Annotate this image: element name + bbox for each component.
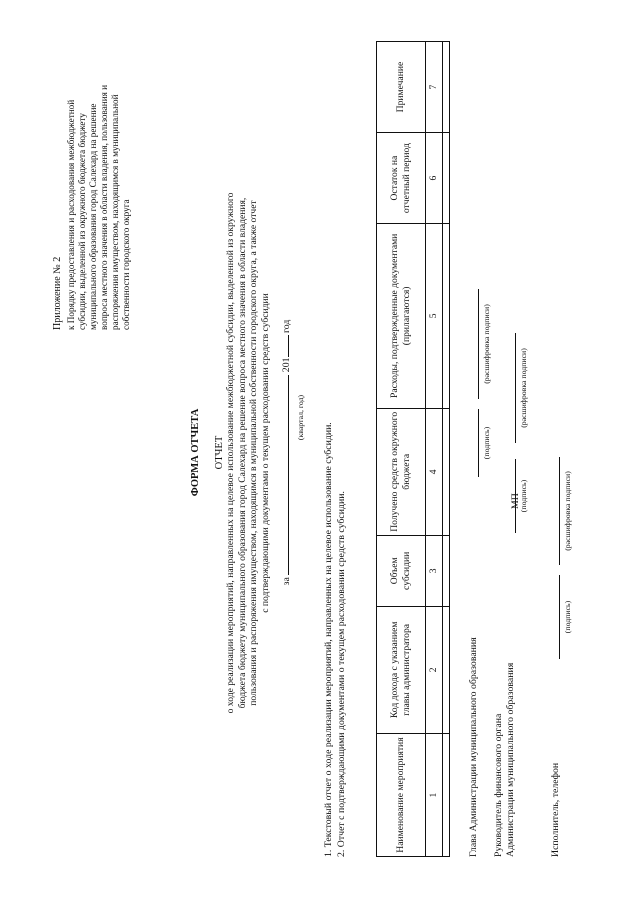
signature-finance-label: Руководитель финансового органа (493, 713, 504, 857)
column-number: 5 (426, 224, 443, 408)
table-cell[interactable] (443, 224, 450, 408)
period-blank[interactable] (279, 375, 289, 575)
decoding-hint: (расшифровка подписи) (519, 348, 528, 428)
table-cell[interactable] (443, 536, 450, 607)
decoding-line[interactable] (515, 333, 516, 443)
appendix-line: муниципального образования город Салехард на решение (88, 103, 99, 330)
column-number: 1 (426, 734, 443, 857)
note-item: 1. Текстовый отчет о ходе реализации мероприятий, направленных на целевое использование субсидии. (323, 422, 334, 857)
table-row (443, 42, 450, 857)
signature-hint: (подпись) (519, 479, 528, 513)
column-header: Расходы, подтвержденные документами (прилагаются) (377, 224, 426, 408)
table-cell[interactable] (443, 734, 450, 857)
column-header: Получено средств окружного бюджета (377, 408, 426, 535)
signature-hint: (подпись) (482, 426, 491, 460)
column-header: Наименование мероприятия (377, 734, 426, 857)
table-cell[interactable] (443, 133, 450, 224)
appendix-line: вопроса местного значения в области владения, пользования и (99, 84, 110, 330)
decoding-hint: (расшифровка подписи) (563, 471, 572, 551)
column-number: 6 (426, 133, 443, 224)
column-number: 4 (426, 408, 443, 535)
appendix-line: субсидии, выделенной из окружного бюджета бюджету (77, 113, 88, 330)
table-cell[interactable] (443, 42, 450, 133)
period-hint: (квартал, год) (296, 394, 305, 441)
period-suffix: год (281, 319, 292, 334)
signature-head-label: Глава Администрации муниципального образования (468, 637, 479, 857)
stamp-placeholder: МП (510, 493, 521, 509)
decoding-hint: (расшифровка подписи) (482, 304, 491, 384)
column-header: Остаток на отчетный период (377, 133, 426, 224)
column-header: Примечание (377, 42, 426, 133)
notes-list (323, 157, 349, 857)
signature-finance-label-2: Администрации муниципального образования (505, 662, 516, 857)
report-table (376, 41, 450, 857)
table-cell[interactable] (443, 408, 450, 535)
appendix-line: к Порядку предоставления и расходования межбюджетной (66, 99, 76, 330)
period-year-prefix: 201 (281, 357, 292, 373)
column-header: Код дохода с указанием главы администратора (377, 606, 426, 733)
report-description-line: о ходе реализации мероприятий, направленных на целевое использование межбюджетной субсидии, выделенной из окружного (225, 192, 236, 714)
column-header: Объем субсидии (377, 536, 426, 607)
period-line (279, 0, 293, 905)
signature-hint: (подпись) (563, 600, 572, 634)
year-blank[interactable] (279, 336, 289, 358)
signature-line[interactable] (559, 575, 560, 659)
decoding-line[interactable] (559, 457, 560, 565)
column-number: 2 (426, 606, 443, 733)
table-number-row (426, 42, 443, 857)
signature-executor-label: Исполнитель, телефон (550, 762, 561, 857)
report-description-line: с подтверждающими документами о текущем расходовании средств субсидии (260, 293, 272, 613)
column-number: 3 (426, 536, 443, 607)
report-description-line: пользования и распоряжения имуществом, находящимся в муниципальной собственности городского округа, а также отчет (248, 200, 260, 706)
appendix-text (66, 30, 132, 330)
appendix-line: распоряжения имуществом, находящимся в муниципальной (110, 94, 121, 330)
appendix-title: Приложение № 2 (52, 256, 63, 330)
table-cell[interactable] (443, 606, 450, 733)
appendix-line: собственности городского округа (121, 199, 132, 330)
table-header-row (377, 42, 426, 857)
note-item: 2. Отчет с подтверждающими документами о текущем расходовании средств субсидии. (335, 491, 347, 857)
signature-line[interactable] (478, 409, 479, 477)
report-title: ОТЧЕТ (214, 435, 225, 470)
decoding-line[interactable] (478, 289, 479, 399)
column-number: 7 (426, 42, 443, 133)
form-title: ФОРМА ОТЧЕТА (190, 408, 201, 497)
report-description-line: бюджета бюджету муниципального образования город Салехард на решение вопроса местного значения в области владения, (236, 197, 248, 709)
period-prefix: за (281, 577, 292, 586)
report-description (225, 73, 272, 833)
